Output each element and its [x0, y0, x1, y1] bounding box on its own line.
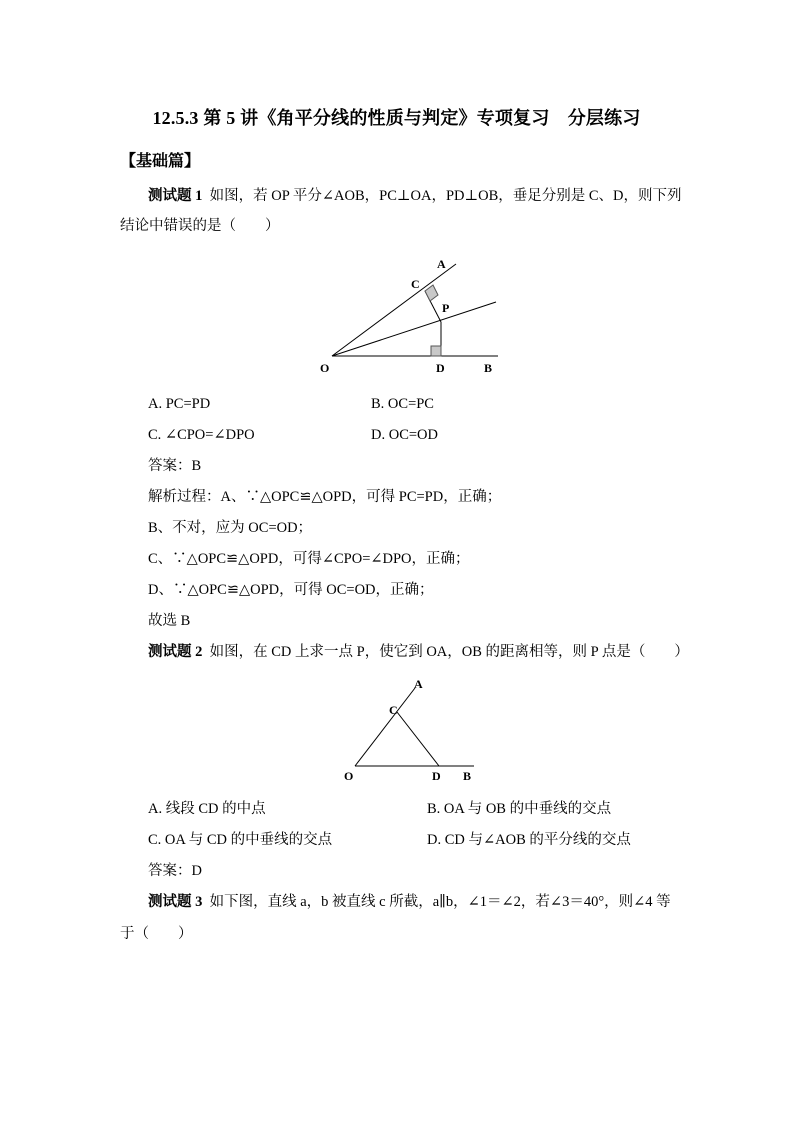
q1-explanation-3: C、∵△OPC≌△OPD，可得∠CPO=∠DPO，正确；: [148, 551, 470, 567]
q2-option-b: B. OA 与 OB 的中垂线的交点: [427, 801, 612, 817]
q1-label-d: D: [436, 361, 445, 375]
q1-stem-line2: 结论中错误的是（ ）: [120, 218, 280, 234]
section-heading: 【基础篇】: [120, 153, 201, 170]
right-angle-d: [431, 346, 441, 356]
q2-label-b: B: [463, 769, 472, 783]
q1-option-a: A. PC=PD: [148, 396, 211, 412]
q3-text1: 如下图，直线 a，b 被直线 c 所截，a∥b，∠1＝∠2，若∠3＝40°，则∠4 等: [209, 894, 671, 910]
q1-option-b: B. OC=PC: [371, 396, 434, 412]
bisector-op: [332, 302, 496, 356]
q2-label-a: A: [414, 677, 423, 691]
q2-option-a: A. 线段 CD 的中点: [148, 801, 266, 817]
q2-text1: 如图，在 CD 上求一点 P，使它到 OA，OB 的距离相等，则 P 点是（ ）: [209, 644, 689, 660]
q1-explanation-5: 故选 B: [148, 613, 191, 629]
q3-stem-line2: 于（ ）: [120, 926, 193, 942]
q1-label-b: B: [484, 361, 493, 375]
q1-text1: 如图，若 OP 平分∠AOB，PC⊥OA，PD⊥OB，垂足分别是 C、D，则下列: [209, 188, 682, 204]
q2-label-o: O: [344, 769, 354, 783]
q1-label: 测试题 1: [148, 188, 203, 204]
q1-option-c: C. ∠CPO=∠DPO: [148, 427, 255, 443]
q1-label-c: C: [411, 277, 420, 291]
q2-option-d: D. CD 与∠AOB 的平分线的交点: [427, 832, 631, 848]
q3-label: 测试题 3: [148, 894, 203, 910]
ray-oa-2: [355, 688, 415, 766]
q2-label: 测试题 2: [148, 644, 203, 660]
page-title: 12.5.3 第 5 讲《角平分线的性质与判定》专项复习 分层练习: [152, 108, 641, 128]
q2-stem-line1: [148, 642, 689, 662]
q1-label-o: O: [320, 361, 330, 375]
q2-answer: 答案：D: [148, 863, 202, 879]
q1-answer: 答案：B: [148, 458, 202, 474]
q2-label-d: D: [432, 769, 441, 783]
q1-label-a: A: [437, 257, 446, 271]
q1-explanation-4: D、∵△OPC≌△OPD，可得 OC=OD，正确；: [148, 582, 434, 598]
right-angle-c: [425, 285, 438, 301]
ray-oa: [332, 264, 456, 356]
q1-explanation-2: B、不对，应为 OC=OD；: [148, 520, 313, 536]
q2-option-c: C. OA 与 CD 的中垂线的交点: [148, 832, 333, 848]
q2-figure: [355, 688, 474, 766]
q3-stem-line1: [148, 892, 671, 912]
segment-cd: [397, 712, 439, 766]
q2-label-c: C: [389, 703, 398, 717]
q1-option-d: D. OC=OD: [371, 427, 438, 443]
q1-explanation-1: 解析过程：A、∵△OPC≌△OPD，可得 PC=PD，正确；: [148, 489, 502, 505]
q1-label-p: P: [442, 301, 450, 315]
